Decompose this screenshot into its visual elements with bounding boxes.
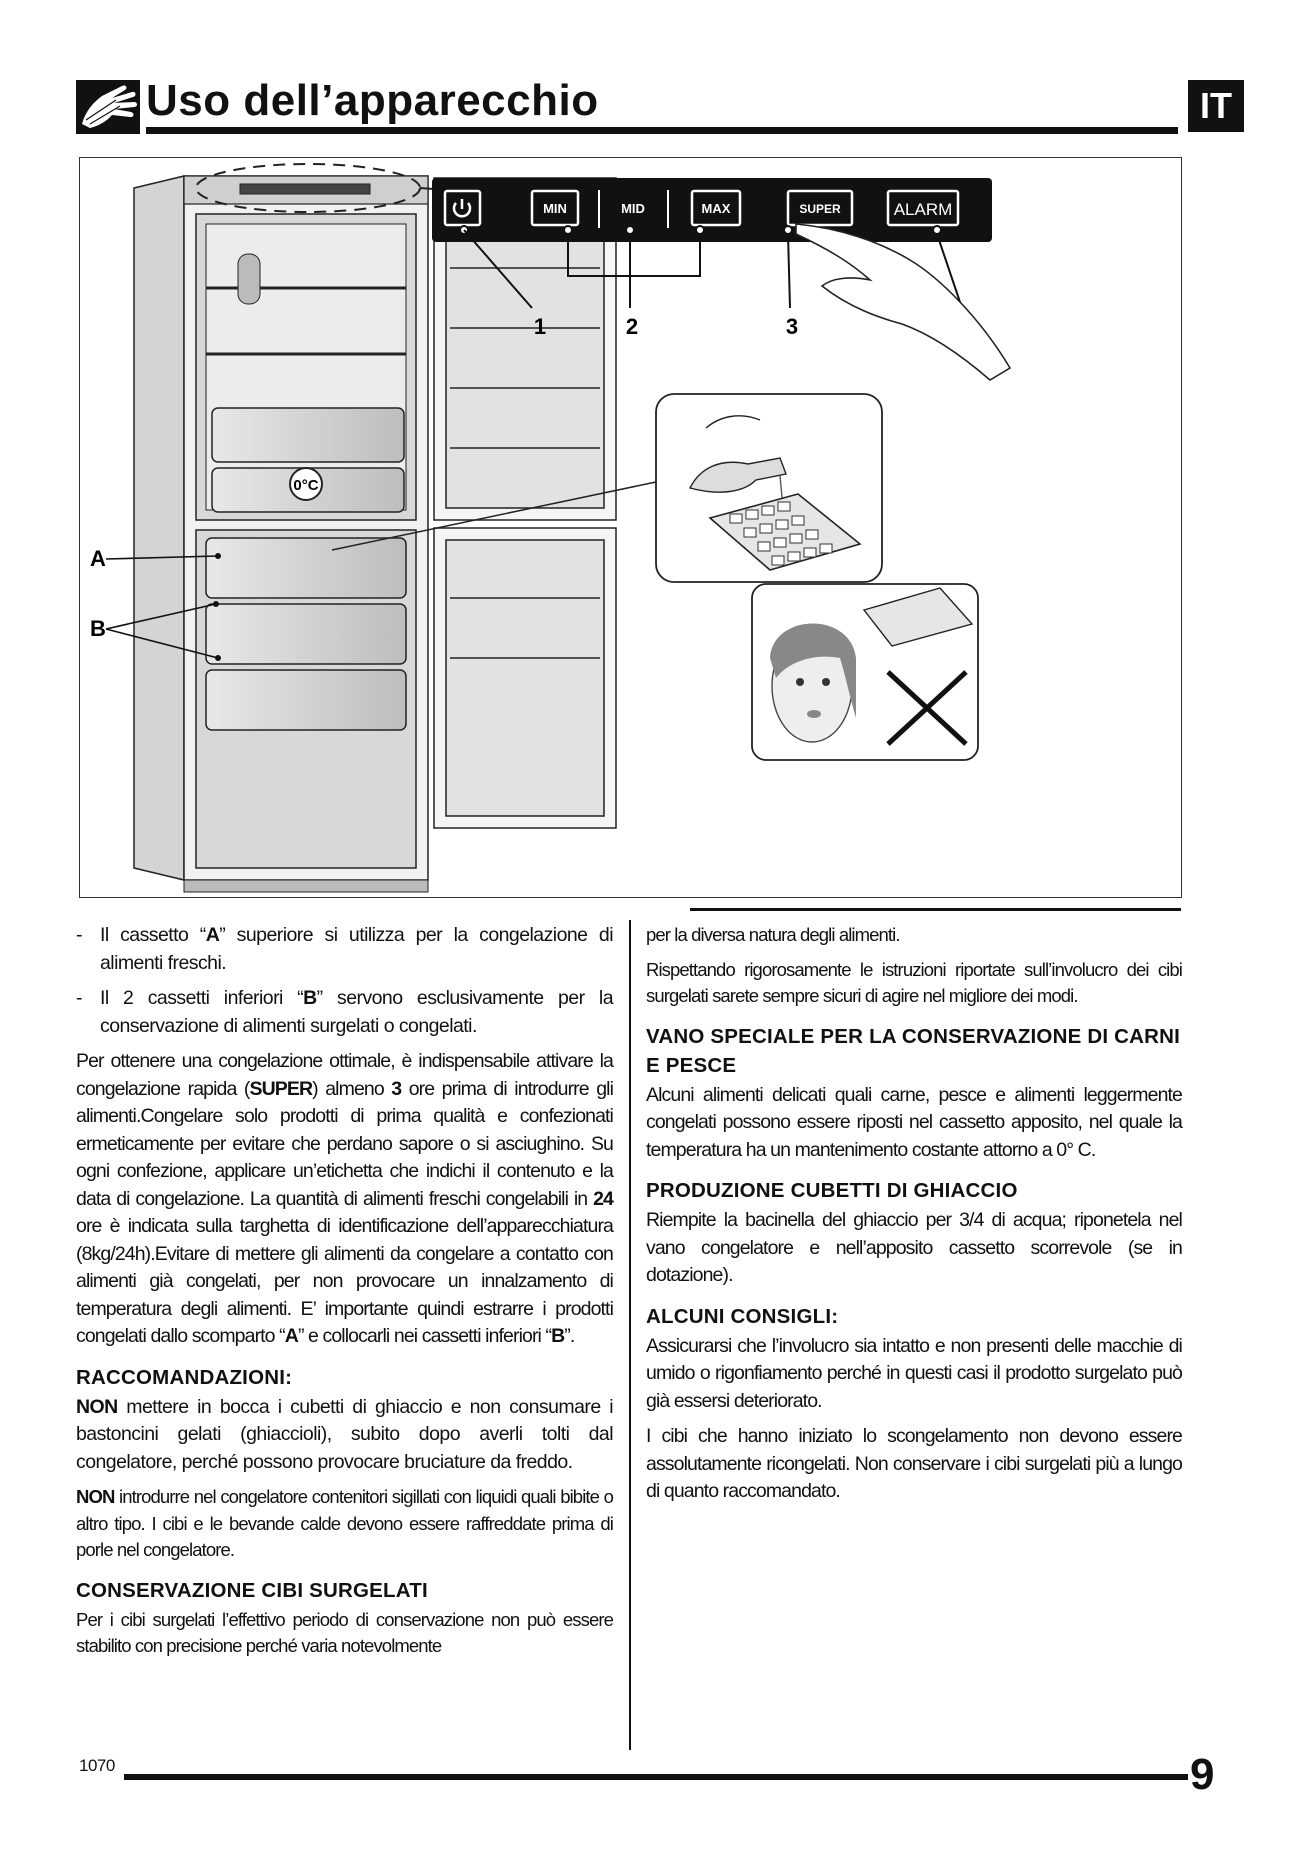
svg-text:MIN: MIN (543, 201, 567, 216)
child-warning-inset (752, 584, 978, 760)
callout-1: 1 (533, 314, 547, 339)
paragraph-vano: Alcuni alimenti delicati quali carne, pesce e alimenti leggermente congelati possono essere riposti nel cassetto apposito, nel quale la temperatura ha un mantenimento costante attorno a 0° C. (646, 1083, 1182, 1161)
alarm-button[interactable] (888, 191, 958, 225)
min-button[interactable] (532, 191, 578, 225)
paragraph-consigli-2: I cibi che hanno iniziato lo scongelamento non devono essere assolutamente ricongelati. Non conservare i cibi surgelati più a lungo di quanto raccomandato. (646, 1425, 1182, 1502)
bullet-cassetto-a: - Il cassetto “A” superiore si utilizza per la congelazione di alimenti freschi. (76, 924, 613, 974)
page-number: 9 (1190, 1750, 1215, 1799)
title-rule (146, 127, 1178, 134)
page-title: Uso dell’apparecchio (146, 76, 599, 125)
fridge-illustration (79, 157, 1182, 898)
paragraph-rispettando: Rispettando rigorosamente le istruzioni riportate sull’involucro dei cibi surgelati sarete sempre sicuri di agire nel migliore dei modi. (646, 958, 1182, 1006)
heading-cubetti: PRODUZIONE CUBETTI DI GHIACCIO (646, 1179, 1018, 1202)
footer-code: 1070 (79, 1756, 115, 1775)
hand-pointing-icon (76, 80, 140, 134)
label-a: A (90, 546, 106, 571)
paragraph-continued: per la diversa natura degli alimenti. (646, 924, 900, 945)
paragraph-racc-2: NON introdurre nel congelatore contenitori sigillati con liquidi quali bibite o altro tipo. I cibi e le bevande calde devono essere raffreddate prima di porle nel congelatore. (76, 1486, 613, 1560)
callout-3: 3 (785, 314, 799, 339)
footer-rule (124, 1774, 1188, 1780)
callout-2: 2 (625, 314, 639, 339)
right-column (646, 922, 1182, 1514)
heading-conservazione: CONSERVAZIONE CIBI SURGELATI (76, 1578, 428, 1602)
control-panel (432, 178, 992, 242)
heading-raccomandazioni: RACCOMANDAZIONI: (76, 1365, 293, 1389)
paragraph-cubetti: Riempite la bacinella del ghiaccio per 3/4 di acqua; riponetela nel vano congelatore e nell’apposito cassetto scorrevole (se in dotazione). (646, 1209, 1182, 1286)
paragraph-conservazione: Per i cibi surgelati l’effettivo periodo di conservazione non può essere stabilito con precisione perché varia notevolmente (76, 1608, 613, 1656)
super-button[interactable] (788, 191, 852, 225)
paragraph-racc-1: NON mettere in bocca i cubetti di ghiaccio e non consumare i bastoncini gelati (ghiaccioli), subito dopo averli tolti dal congelatore, perché possono provocare bruciature da freddo. (76, 1395, 613, 1473)
max-button[interactable] (692, 191, 740, 225)
left-column (76, 922, 613, 1668)
label-b: B (90, 616, 106, 641)
fridge-cabinet (134, 176, 428, 892)
language-badge: IT (1188, 80, 1244, 132)
paragraph-congelazione: Per ottenere una congelazione ottimale, è indispensabile attivare la congelazione rapida (SUPER) almeno 3 ore prima di introdurre gli alimenti.Congelare solo prodotti di prima qualità e confezionati ermeticamente per evitare che perdano sapore o si asciughino. Su ogni confezione, applicare un’etichetta che indichi il contenuto e la data di congelazione. La quantità di alimenti freschi congelabili in 24 ore è indicata sulla targhetta di identificazione dell’apparecchiatura (8kg/24h).Evitare di mettere gli alimenti da congelare a contatto con alimenti già congelati, per non provocare un innalzamento di temperatura degli alimenti. E’ importante quindi estrarre i prodotti congelati dallo scomparto “A” e collocarli nei cassetti inferiori “B”. (76, 1050, 614, 1347)
bullet-cassetti-b: - Il 2 cassetti inferiori “B” servono esclusivamente per la conservazione di alimenti surgelati o congelati. (76, 987, 613, 1037)
mid-button[interactable]: MID (621, 201, 645, 216)
ice-tray-filling-inset (656, 394, 882, 582)
fridge-drawing (80, 158, 1183, 899)
column-divider (629, 920, 631, 1750)
svg-text:MAX: MAX (701, 201, 731, 216)
heading-vano-speciale: VANO SPECIALE PER LA CONSERVAZIONE DI CARNI E PESCE (646, 1024, 1181, 1077)
zero-degree-label: 0°C (293, 477, 319, 494)
section-rule (690, 908, 1181, 911)
paragraph-consigli-1: Assicurarsi che l’involucro sia intatto e non presenti delle macchie di umido o rigonfiamento perché in questi casi il prodotto surgelato può già essersi deteriorato. (646, 1334, 1182, 1412)
finger-icon (796, 224, 1010, 380)
svg-text:SUPER: SUPER (799, 202, 841, 216)
svg-text:ALARM: ALARM (893, 200, 953, 219)
heading-consigli: ALCUNI CONSIGLI: (646, 1304, 839, 1328)
power-button[interactable] (445, 191, 480, 225)
